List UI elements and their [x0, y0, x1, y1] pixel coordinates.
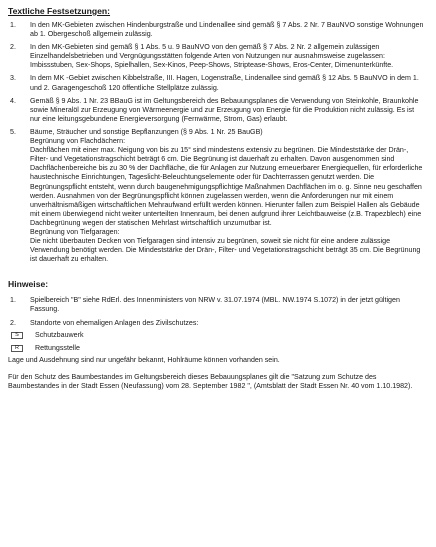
location-note: Lage und Ausdehnung sind nur ungefähr bekannt, Hohlräume können vorhanden sein.	[8, 355, 280, 364]
item-title: Bäume, Sträucher und sonstige Bepflanzungen (§ 9 Abs. 1 Nr. 25 BauGB)	[30, 127, 263, 136]
item-number: 2.	[10, 43, 16, 52]
list-item	[8, 43, 426, 70]
item-text: Spielbereich "B" siehe RdErl. des Innenministers von NRW v. 31.07.1974 (MBL. NW.1974 S.1072) in der jetzt gültigen Fassung.	[30, 296, 400, 314]
rescue-symbol-icon: R	[11, 345, 23, 352]
legend-entry-shelter	[11, 330, 426, 341]
item-number: 3.	[10, 74, 16, 83]
item-number: 5.	[10, 127, 16, 136]
list-item	[8, 319, 426, 328]
list-item	[8, 128, 426, 264]
roof-greening-text: Dachflächen mit einer max. Neigung von bis zu 15° sind mindestens extensiv zu begrünen. Die Mindeststärke der Drän-, Filter- und Vegetationstragschicht beträgt 6 cm. Die Begrünung ist dauerhaft zu erhalten. Davon ausgenommen sind Dachflächenbereiche bis zu 30 % der Dachfläche, die für Anlagen zur Nutzung erneuerbarer Energiequellen, für erforderliche haustechnische Einrichtungen, Tageslicht-Beleuchtungselemente oder für Dachterrassen genutzt werden. Die Begrünungspflicht entsteht, wenn durch baugenehmigungspflichtige Maßnahmen Dachflächen im o. g. Sinne neu geschaffen werden. Ausnahmen von der Begrünungspflicht können zugelassen werden, wenn die Anforderungen nur mit einem unverhältnismäßigen wirtschaftlichen Mehraufwand erfüllt werden können. Hierunter fallen zum Beispiel Hallen als Gebäude mit einem überwiegend nicht weiter unterteilten Innenraum, bei denen aufgrund ihrer Leichtbauweise (z.B. Trapezblech) eine Dachbegrünung wegen der statischen Mehrlast wirtschaftlich unzumutbar ist.	[30, 146, 423, 227]
item-text: In dem MK -Gebiet zwischen Kibbelstraße, III. Hagen, Logenstraße, Lindenallee sind gemäß § 12 Abs. 5 BauNVO in dem 1. und 2. Garagengeschoß 120 öffentliche Stellplätze zulässig.	[30, 74, 419, 92]
tree-protection-note: Für den Schutz des Baumbestandes im Geltungsbereich dieses Bebauungsplanes gilt die "Satzung zum Schutze des Baumbestandes in der Stadt Essen (Neufassung) vom 28. September 1982 ", (Amtsblatt der Stadt Essen Nr. 40 vom 1.10.1982).	[8, 372, 413, 390]
legend-label: Schutzbauwerk	[35, 330, 84, 339]
roof-greening-heading: Begrünung von Flachdächern:	[30, 137, 126, 146]
shelter-symbol-icon: S	[11, 332, 23, 339]
list-item	[8, 296, 426, 314]
hinweise-heading: Hinweise:	[8, 279, 49, 290]
legend-entry-rescue	[11, 343, 426, 354]
item-text: Standorte von ehemaligen Anlagen des Zivilschutzes:	[30, 318, 199, 327]
item-text: In den MK-Gebieten zwischen Hindenburgstraße und Lindenallee sind gemäß § 7 Abs. 2 Nr. 7 BauNVO sonstige Wohnungen ab 1. Obergeschoß allgemein zulässig.	[30, 21, 424, 39]
section-heading: Textliche Festsetzungen:	[8, 6, 111, 16]
list-item	[8, 74, 426, 92]
item-text: Gemäß § 9 Abs. 1 Nr. 23 BBauG ist im Geltungsbereich des Bebauungsplanes die Verwendung von Steinkohle, Braunkohle sowie Mineralöl zur Erzeugung von Wärmeenergie und zur Erzeugung von Energie für die Produktion nicht zulässig. Es ist nur eine leitungsgebundene Energieversorgung (Fernwärme, Strom, Gas) erlaubt.	[30, 96, 419, 123]
garage-greening-text: Die nicht überbauten Decken von Tiefgaragen sind intensiv zu begrünen, soweit sie nicht für eine andere zulässige Verwendung benötigt werden. Die Mindeststärke der Drän-, Filter- und Vegetationstragschicht beträgt 35 cm. Die Begrünung ist dauerhaft zu erhalten.	[30, 237, 421, 264]
item-number: 4.	[10, 96, 16, 105]
item-number: 2.	[10, 318, 16, 327]
festsetzungen-list	[8, 21, 426, 264]
legend-label: Rettungsstelle	[35, 343, 80, 352]
item-number: 1.	[10, 296, 16, 305]
list-item	[8, 97, 426, 124]
list-item	[8, 21, 426, 39]
item-text: In den MK-Gebieten sind gemäß § 1 Abs. 5 u. 9 BauNVO von den gemäß § 7 Abs. 2 Nr. 2 allgemein zulässigen Einzelhandelsbetrieben und Vergnügungsstätten folgende Arten von Nutzungen nur ausnahmsweise zugelassen: Imbissstuben, Sex-Shops, Spielhallen, Sex-Kinos, Peep-Shows, Striptease-Shows, Eros-Center, Dirnenunterkünfte.	[30, 43, 394, 70]
garage-greening-heading: Begrünung von Tiefgaragen:	[30, 227, 120, 236]
item-number: 1.	[10, 21, 16, 29]
